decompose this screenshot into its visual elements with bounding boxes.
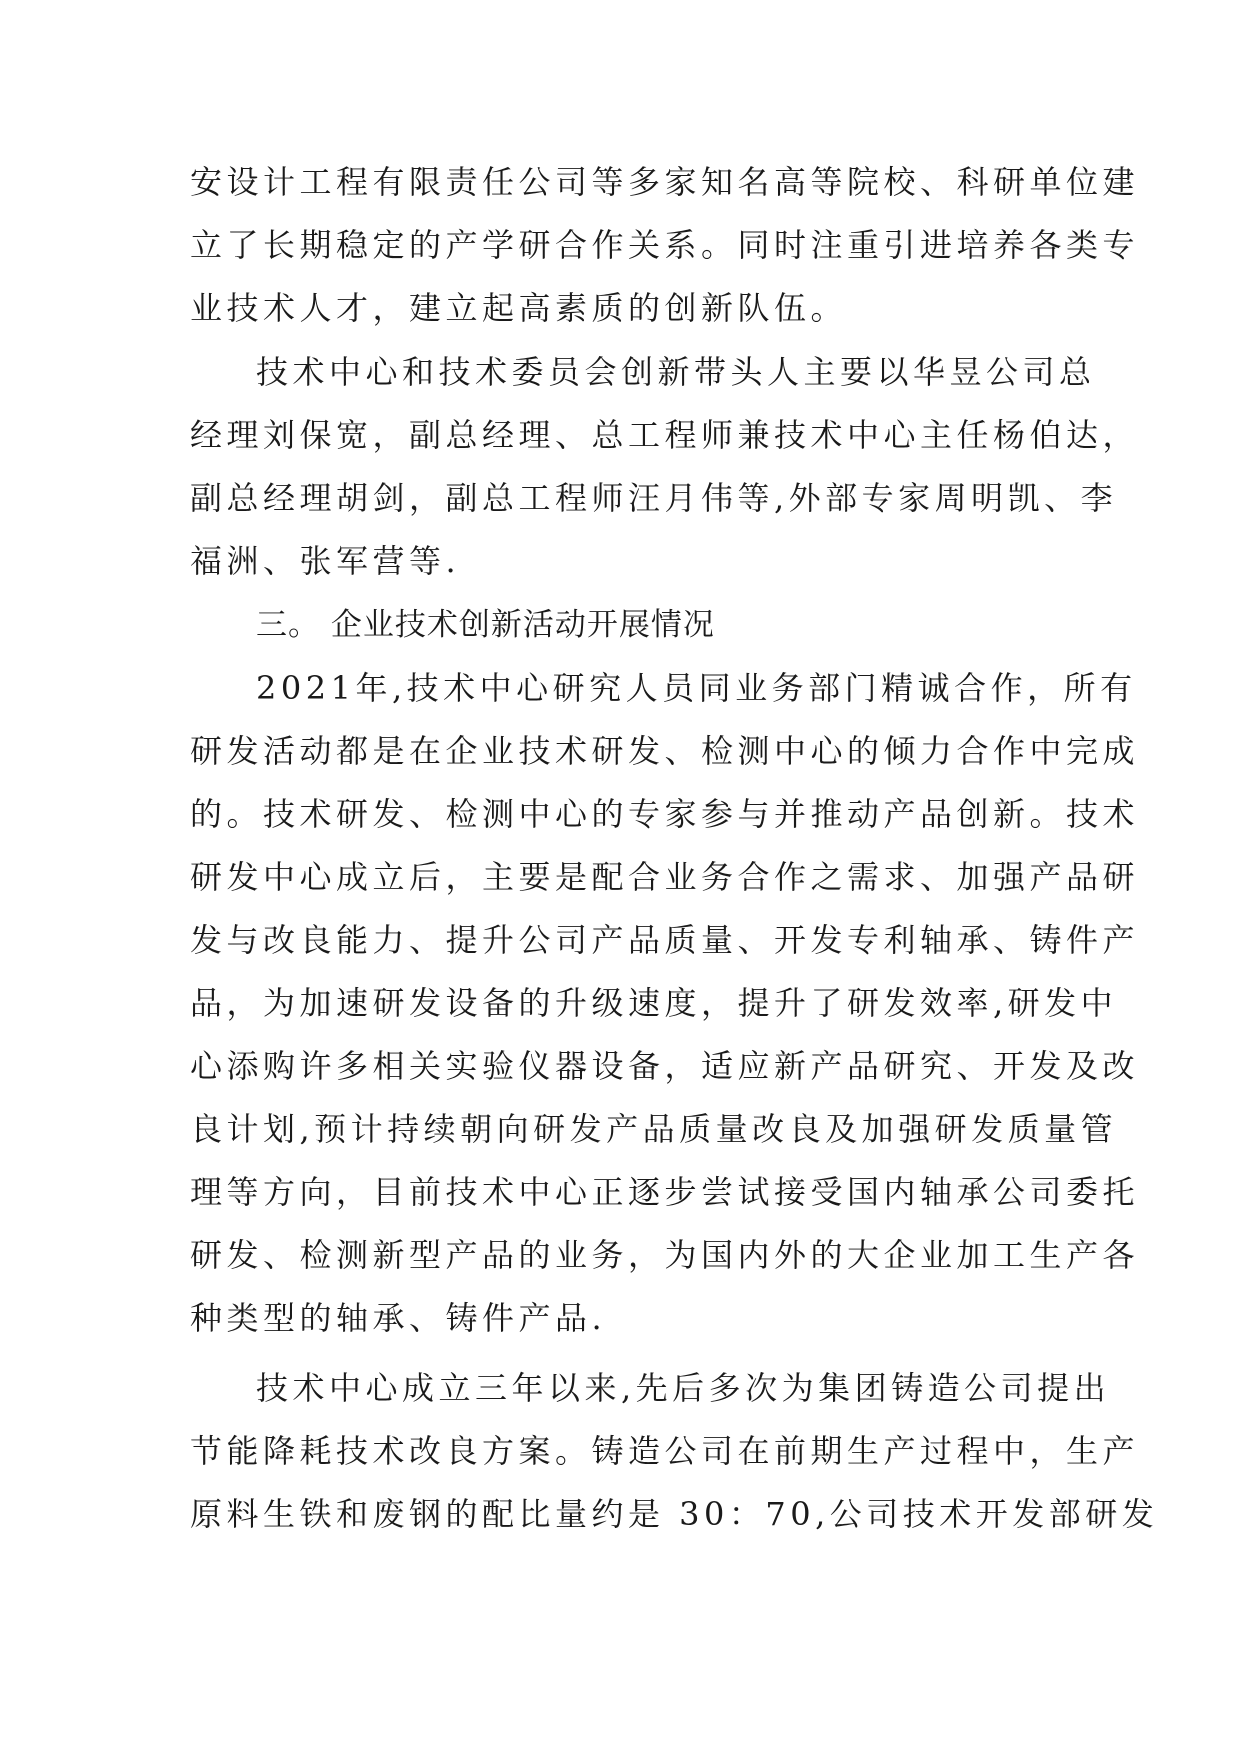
paragraph-3-line-5: 发与改良能力、提升公司产品质量、开发专利轴承、铸件产: [190, 921, 1140, 959]
paragraph-3-line-1: 2021年,技术中心研究人员同业务部门精诚合作，所有: [256, 669, 1137, 707]
paragraph-2-line-1: 技术中心和技术委员会创新带头人主要以华昱公司总: [256, 353, 1096, 391]
paragraph-1-line-2: 立了长期稳定的产学研合作关系。同时注重引进培养各类专: [190, 226, 1140, 264]
paragraph-3-line-11: 种类型的轴承、铸件产品.: [190, 1299, 607, 1337]
paragraph-3-line-10: 研发、检测新型产品的业务，为国内外的大企业加工生产各: [190, 1236, 1140, 1274]
paragraph-3-line-8: 良计划,预计持续朝向研发产品质量改良及加强研发质量管: [190, 1110, 1118, 1148]
paragraph-3-line-4: 研发中心成立后，主要是配合业务合作之需求、加强产品研: [190, 858, 1140, 896]
section-heading: 三。 企业技术创新活动开展情况: [256, 607, 715, 643]
paragraph-1-line-3: 业技术人才，建立起高素质的创新队伍。: [190, 289, 848, 327]
paragraph-2-line-4: 福洲、张军营等.: [190, 542, 461, 580]
paragraph-3-line-7: 心添购许多相关实验仪器设备，适应新产品研究、开发及改: [190, 1047, 1140, 1085]
paragraph-2-line-2: 经理刘保宽，副总经理、总工程师兼技术中心主任杨伯达，: [190, 416, 1140, 454]
paragraph-3-line-6: 品，为加速研发设备的升级速度，提升了研发效率,研发中: [190, 984, 1118, 1022]
paragraph-2-line-3: 副总经理胡剑，副总工程师汪月伟等,外部专家周明凯、李: [190, 479, 1118, 517]
paragraph-3-line-2: 研发活动都是在企业技术研发、检测中心的倾力合作中完成: [190, 732, 1140, 770]
paragraph-3-line-3: 的。技术研发、检测中心的专家参与并推动产品创新。技术: [190, 795, 1140, 833]
paragraph-4-line-2: 节能降耗技术改良方案。铸造公司在前期生产过程中，生产: [190, 1432, 1140, 1470]
paragraph-3-line-9: 理等方向，目前技术中心正逐步尝试接受国内轴承公司委托: [190, 1173, 1140, 1211]
paragraph-4-line-3: 原料生铁和废钢的配比量约是 30：70,公司技术开发部研发: [190, 1495, 1159, 1533]
paragraph-1-line-1: 安设计工程有限责任公司等多家知名高等院校、科研单位建: [190, 163, 1140, 201]
paragraph-4-line-1: 技术中心成立三年以来,先后多次为集团铸造公司提出: [256, 1369, 1111, 1407]
